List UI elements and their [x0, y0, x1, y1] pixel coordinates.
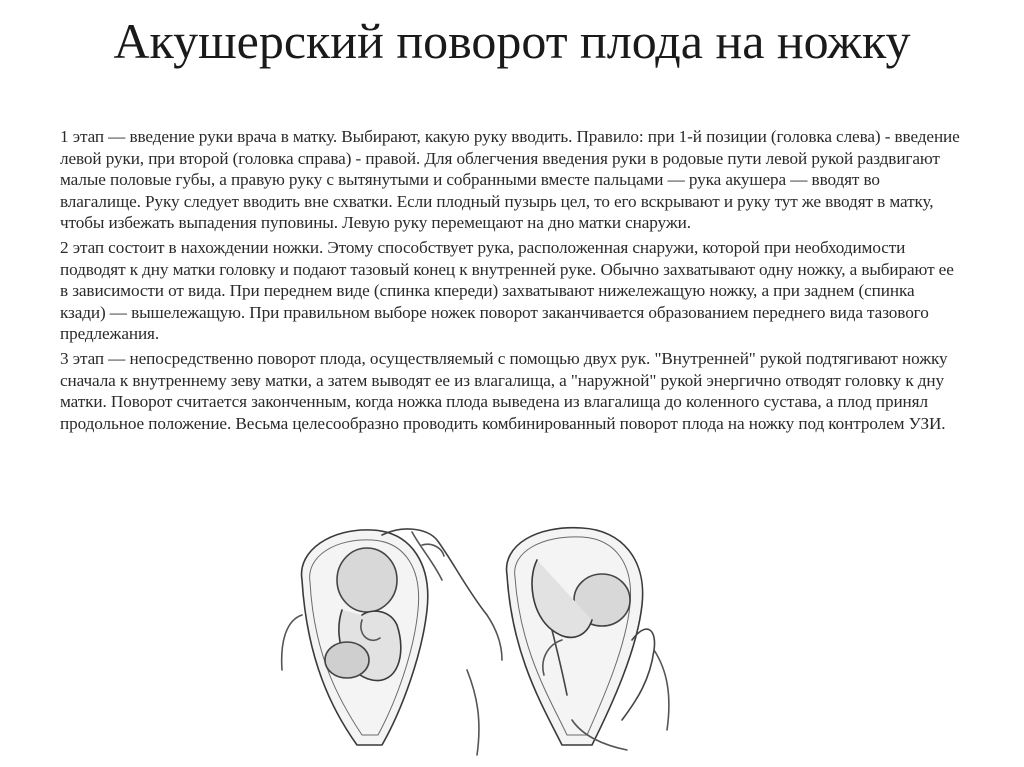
paragraph-stage-2: 2 этап состоит в нахождении ножки. Этому способствует рука, расположенная снаружи, которой при необходимости подводят к дну матки головку и подают тазовый конец к внутренней руке. Обычно захватывают одну ножку, а выбирают ее в зависимости от вида. При переднем виде (спинка кпереди) захватывают нижележащую ножку, а при заднем (спинка кзади) — вышележащую. При правильном выборе ножек поворот заканчивается образованием переднего вида тазового предлежания. [60, 237, 954, 344]
paragraph-stage-1: 1 этап — введение руки врача в матку. Выбирают, какую руку вводить. Правило: при 1-й позиции (головка слева) - введение левой руки, при второй (головка справа) - правой. Для облегчения введения руки в родовые пути левой рукой раздвигают малые половые губы, а правую руку с вытянутыми и собранными вместе пальцами — рука акушера — вводят во влагалище. Руку следует вводить вне схватки. Если плодный пузырь цел, то его вскрывают и руку тут же вводят в матку, чтобы избежать выпадения пуповины. Левую руку перемещают на дно матки снаружи. [60, 127, 960, 233]
uterus-left-drawing [282, 529, 487, 745]
obstetric-version-drawing-icon [262, 520, 682, 760]
page-title: Акушерский поворот плода на ножку [113, 13, 911, 69]
illustration [262, 520, 682, 760]
body-text [60, 126, 962, 437]
uterus-right-drawing [507, 528, 669, 750]
paragraph-stage-3: 3 этап — непосредственно поворот плода, осуществляемый с помощью двух рук. "Внутренней" рукой подтягивают ножку сначала к внутреннему зеву матки, а затем выводят ее из влагалища, а "наружной" рукой энергично отводят головку к дну матки. Поворот считается законченным, когда ножка плода выведена из влагалища до коленного сустава, а плод принял продольное положение. Весьма целесообразно проводить комбинированный поворот плода на ножку под контролем УЗИ. [60, 348, 948, 433]
